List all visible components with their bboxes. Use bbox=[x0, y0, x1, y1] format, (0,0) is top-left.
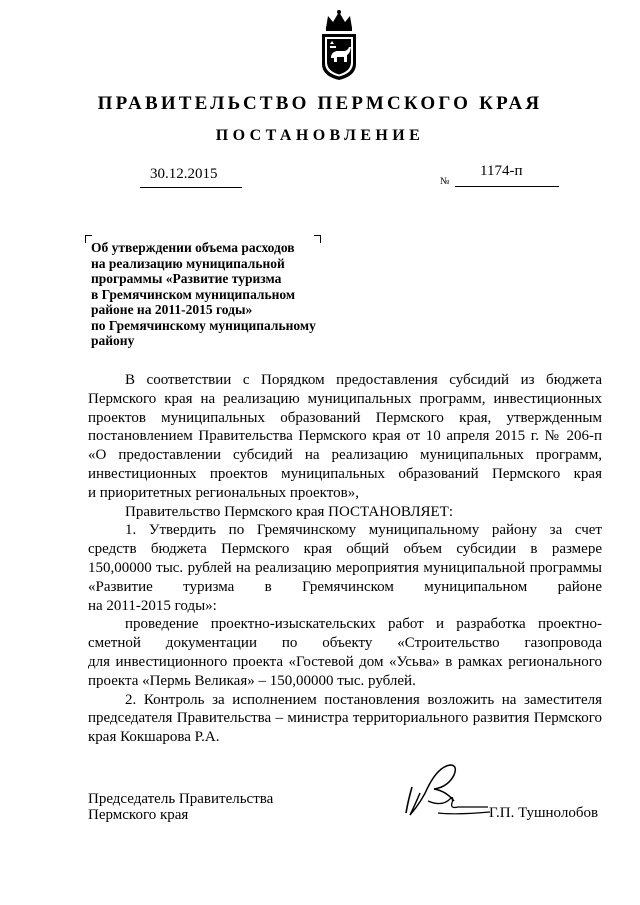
subject-line: по Гремячинскому муниципальному bbox=[91, 317, 316, 333]
body-line: «Развитие туризма в Гремячинском муниципальном районе bbox=[88, 578, 602, 595]
body-line: сметной документации по объекту «Строительство газопровода bbox=[88, 635, 602, 652]
body-line: и приоритетных региональных проектов», bbox=[88, 484, 359, 501]
body-line: 1. Утвердить по Гремячинскому муниципальному району за счет bbox=[125, 522, 602, 539]
body-line: постановлением Правительства Пермского края от 10 апреля 2015 г. № 206-п bbox=[88, 428, 602, 445]
body-line: проектов муниципальных образований Пермского края, утвержденным bbox=[88, 409, 602, 426]
document-number: 1174-п bbox=[480, 163, 523, 179]
subject-line: Об утверждении объема расходов bbox=[91, 240, 295, 255]
subject-line: на реализацию муниципальной bbox=[91, 255, 285, 271]
body-line: В соответствии с Порядком предоставления субсидий из бюджета bbox=[125, 372, 602, 388]
body-line: для инвестиционного проекта «Гостевой дом «Усьва» в рамках регионального bbox=[88, 653, 602, 670]
position-line: Председатель Правительства bbox=[88, 791, 274, 807]
resolution-line: Правительство Пермского края ПОСТАНОВЛЯЕТ: bbox=[125, 503, 454, 520]
body-line: проведение проектно-изыскательских работ и разработка проектно- bbox=[125, 616, 602, 633]
document-body bbox=[88, 371, 602, 747]
body-line: проекта «Пермь Великая» – 150,00000 тыс. рублей. bbox=[88, 672, 416, 689]
coat-of-arms-icon bbox=[318, 10, 360, 82]
document-date: 30.12.2015 bbox=[150, 166, 218, 182]
number-sign: № bbox=[440, 176, 450, 187]
body-line: средств бюджета Пермского края общий объем субсидии в размере bbox=[88, 541, 602, 558]
body-line: «О предоставлении субсидий на реализацию муниципальных программ, bbox=[88, 447, 602, 464]
body-line: председателя Правительства – министра территориального развития Пермского bbox=[88, 710, 602, 727]
subject-line: программы «Развитие туризма bbox=[91, 271, 282, 286]
date-underline bbox=[140, 187, 242, 188]
body-line: 2. Контроль за исполнением постановления возложить на заместителя bbox=[125, 691, 602, 708]
handwritten-signature bbox=[398, 757, 498, 827]
body-line: инвестиционных проектов муниципальных образований Пермского края bbox=[88, 465, 602, 482]
government-title: ПРАВИТЕЛЬСТВО ПЕРМСКОГО КРАЯ bbox=[97, 93, 543, 114]
position-line: Пермского края bbox=[88, 806, 189, 823]
body-line: края Кокшарова Р.А. bbox=[88, 729, 220, 746]
signatory-position bbox=[88, 792, 273, 823]
subject-line: в Гремячинском муниципальном bbox=[91, 286, 296, 302]
body-line: на 2011-2015 годы»: bbox=[88, 597, 217, 614]
subject-line: району bbox=[91, 333, 135, 348]
subject-block bbox=[91, 240, 316, 349]
body-line: Пермского края на реализацию муниципальных программ, инвестиционных bbox=[88, 390, 602, 407]
signatory-name: Г.П. Тушнолобов bbox=[489, 805, 599, 821]
document-type: ПОСТАНОВЛЕНИЕ bbox=[215, 127, 425, 144]
body-line: 150,00000 тыс. рублей на реализацию мероприятия муниципальной программы bbox=[88, 559, 602, 576]
number-underline bbox=[455, 186, 559, 187]
subject-line: районе на 2011-2015 годы» bbox=[91, 302, 253, 317]
